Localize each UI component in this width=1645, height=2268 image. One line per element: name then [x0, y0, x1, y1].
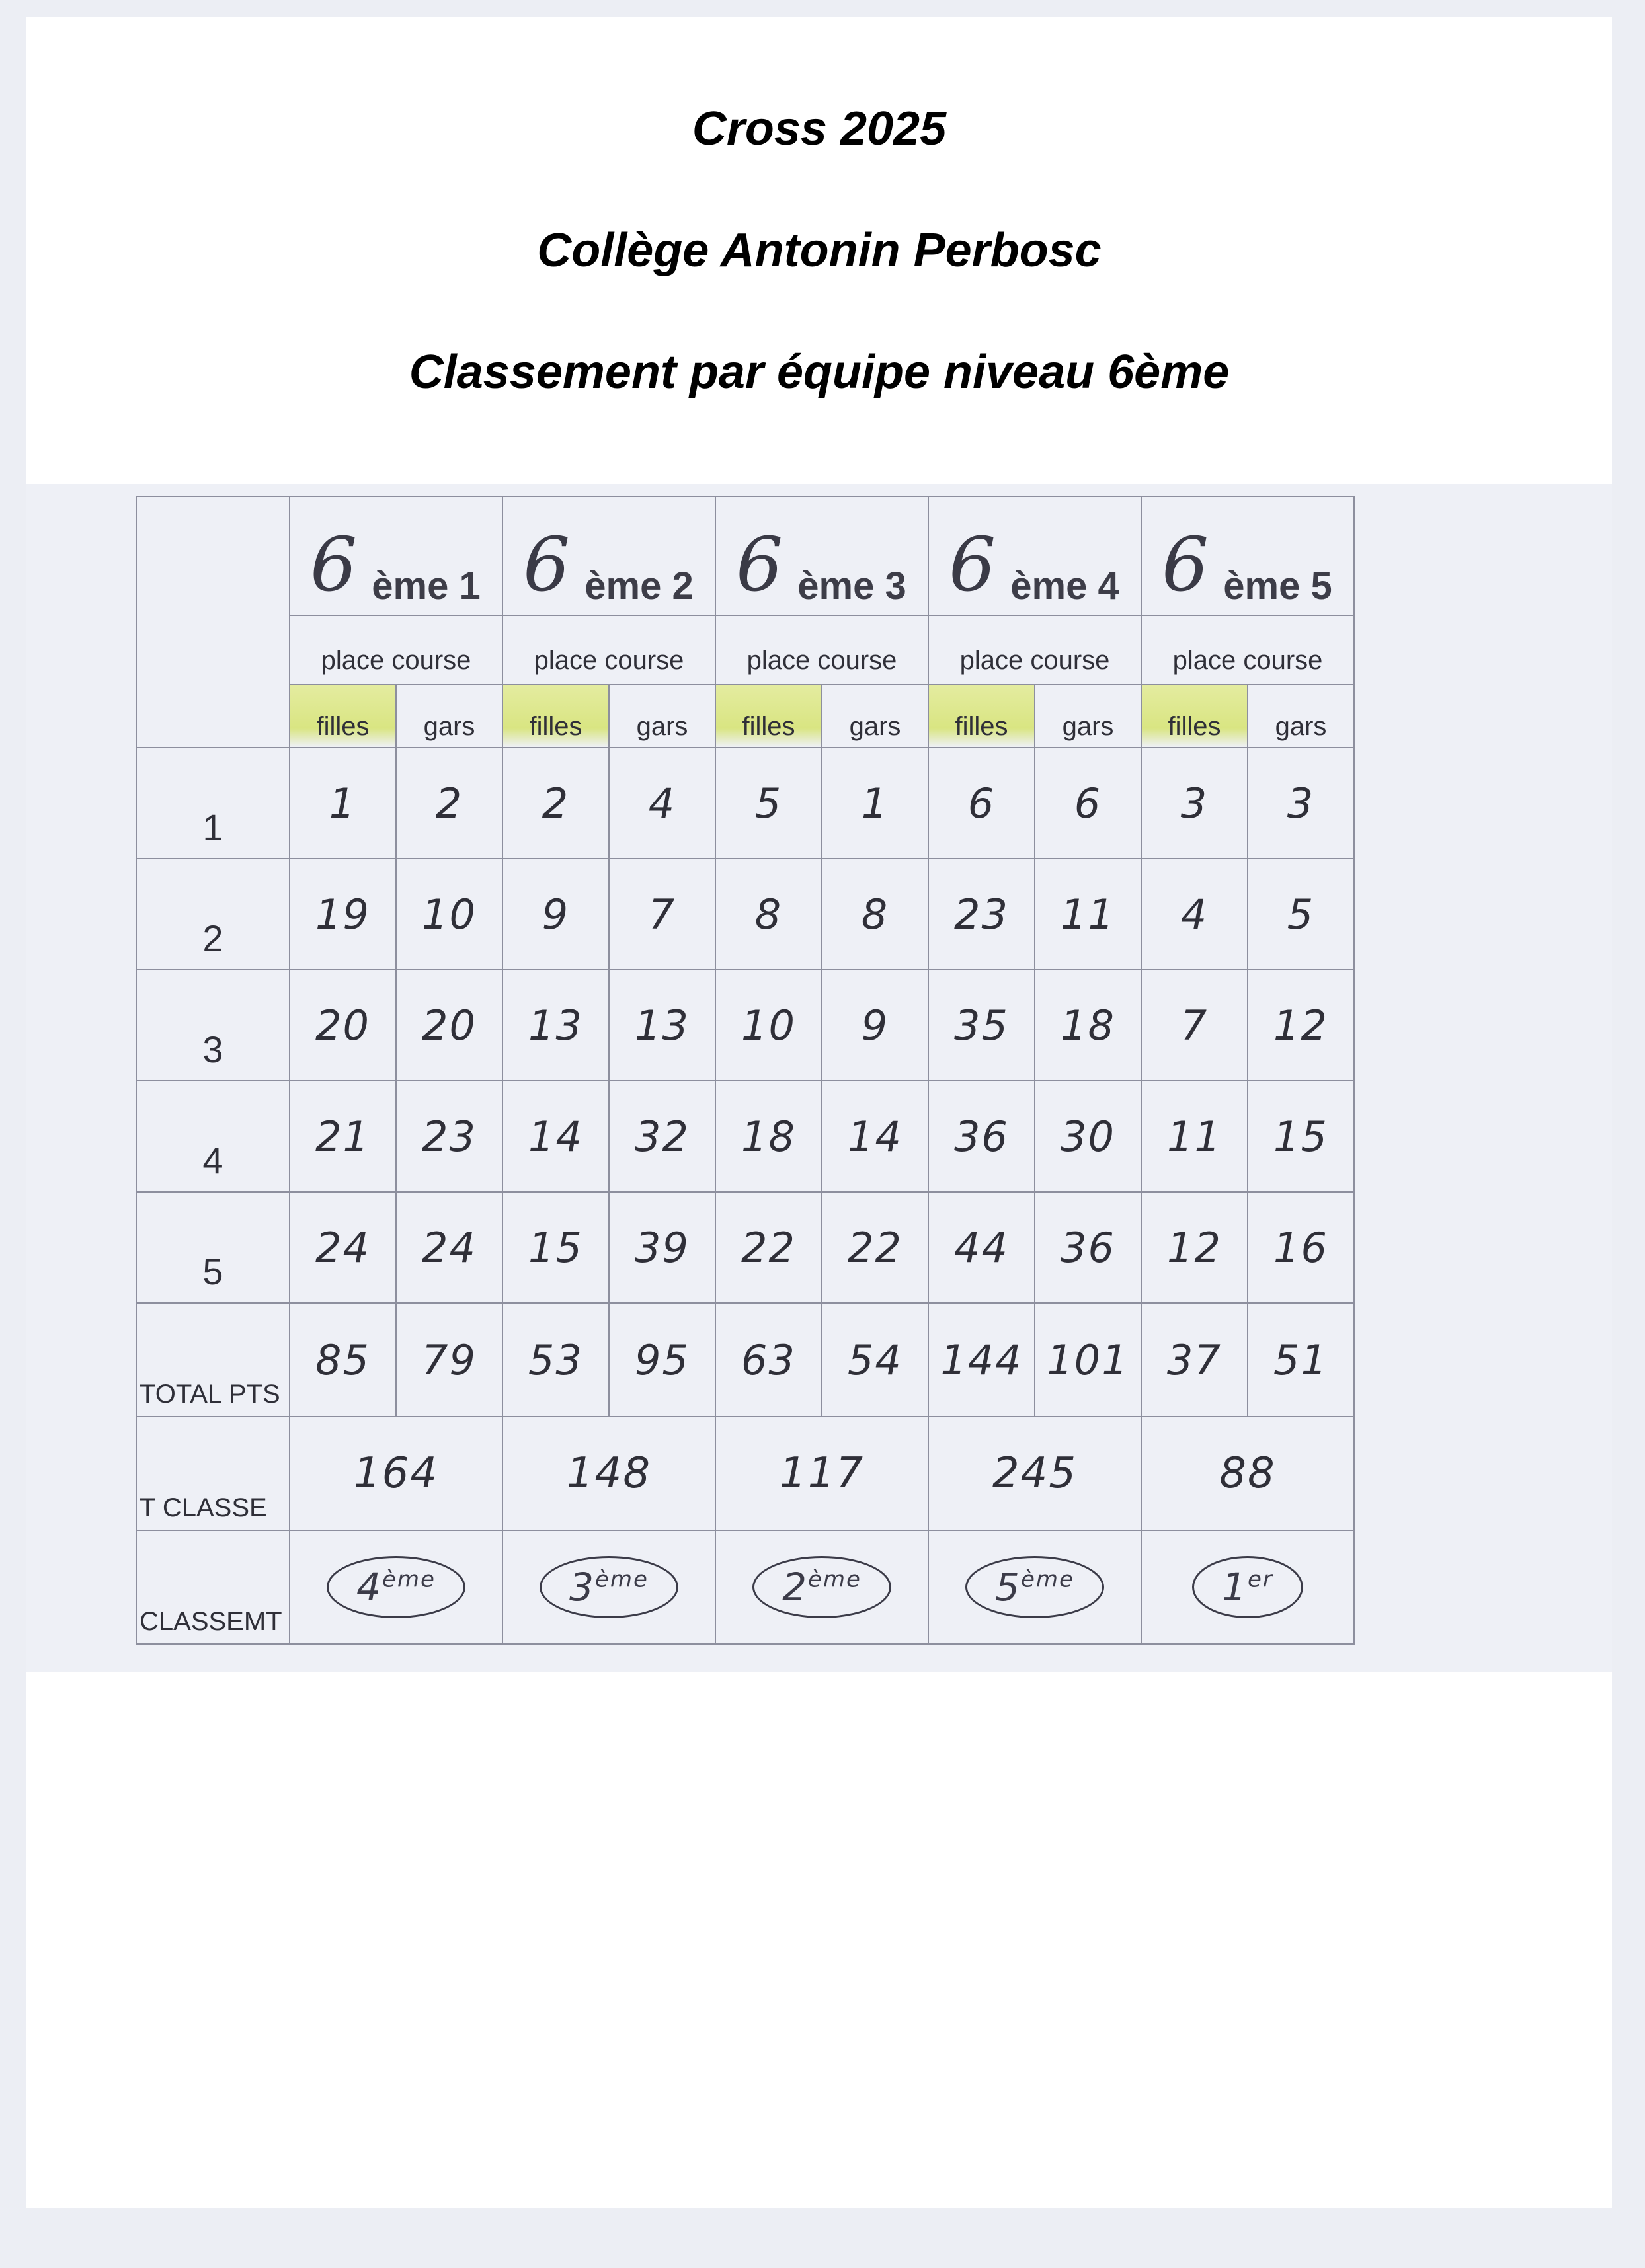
place-value: 19 — [290, 859, 396, 970]
place-value: 32 — [609, 1081, 715, 1192]
title-school: Collège Antonin Perbosc — [537, 224, 1102, 277]
class-suffix: ème 1 — [372, 565, 481, 607]
place-value: 30 — [1035, 1081, 1141, 1192]
table-row — [136, 748, 1354, 859]
classemt-row — [136, 1530, 1354, 1644]
place-value: 13 — [502, 970, 609, 1081]
rank-number: 2 — [782, 1565, 808, 1610]
sex-header-row — [136, 684, 1354, 748]
tclasse-value: 164 — [290, 1417, 502, 1530]
class-digit: 6 — [310, 522, 358, 608]
table-row — [136, 1081, 1354, 1192]
class-digit: 6 — [736, 522, 783, 608]
header-panel — [26, 17, 1612, 484]
rank-suffix: ème — [807, 1566, 862, 1593]
class-suffix: ème 2 — [584, 565, 694, 607]
place-value: 36 — [1035, 1192, 1141, 1303]
place-value: 5 — [715, 748, 822, 859]
row-label: 4 — [136, 1081, 290, 1192]
rank-cell — [1141, 1530, 1354, 1644]
class-digit: 6 — [523, 522, 571, 608]
rank-cell — [928, 1530, 1141, 1644]
tclasse-value: 245 — [928, 1417, 1141, 1530]
rank-suffix: ème — [381, 1566, 436, 1593]
class-header-row — [136, 496, 1354, 615]
place-course-label: place course — [290, 615, 502, 684]
total-row — [136, 1303, 1354, 1417]
gars-label: gars — [609, 684, 715, 748]
filles-label: filles — [1141, 684, 1248, 748]
total-value: 79 — [396, 1303, 502, 1417]
class-header-1 — [290, 496, 502, 615]
place-value: 9 — [502, 859, 609, 970]
gars-label: gars — [1248, 684, 1354, 748]
place-course-row — [136, 615, 1354, 684]
place-value: 8 — [715, 859, 822, 970]
place-value: 5 — [1248, 859, 1354, 970]
title-ranking: Classement par équipe niveau 6ème — [409, 346, 1230, 399]
place-value: 18 — [715, 1081, 822, 1192]
table-row — [136, 1192, 1354, 1303]
class-suffix: ème 3 — [797, 565, 906, 607]
place-value: 6 — [1035, 748, 1141, 859]
rank-number: 5 — [995, 1565, 1021, 1610]
class-header-5 — [1141, 496, 1354, 615]
place-value: 7 — [1141, 970, 1248, 1081]
rank-suffix: ème — [594, 1566, 649, 1593]
gars-label: gars — [1035, 684, 1141, 748]
place-value: 12 — [1141, 1192, 1248, 1303]
corner-cell — [136, 496, 290, 748]
rank-number: 1 — [1222, 1565, 1248, 1610]
place-value: 23 — [928, 859, 1035, 970]
place-course-label: place course — [1141, 615, 1354, 684]
place-value: 18 — [1035, 970, 1141, 1081]
place-value: 3 — [1248, 748, 1354, 859]
place-value: 2 — [502, 748, 609, 859]
filles-label: filles — [715, 684, 822, 748]
place-value: 1 — [822, 748, 928, 859]
classemt-label: CLASSEMT — [136, 1530, 290, 1644]
place-value: 35 — [928, 970, 1035, 1081]
row-label: 3 — [136, 970, 290, 1081]
place-value: 16 — [1248, 1192, 1354, 1303]
blank-panel — [26, 1672, 1612, 2208]
place-course-label: place course — [715, 615, 928, 684]
class-header-4 — [928, 496, 1141, 615]
place-value: 20 — [290, 970, 396, 1081]
place-value: 8 — [822, 859, 928, 970]
place-value: 20 — [396, 970, 502, 1081]
total-value: 63 — [715, 1303, 822, 1417]
place-value: 13 — [609, 970, 715, 1081]
place-value: 11 — [1035, 859, 1141, 970]
results-table — [136, 496, 1355, 1645]
tclasse-label: T CLASSE — [136, 1417, 290, 1530]
place-value: 22 — [822, 1192, 928, 1303]
rank-badge — [1192, 1556, 1303, 1618]
gars-label: gars — [396, 684, 502, 748]
class-header-2 — [502, 496, 715, 615]
place-value: 44 — [928, 1192, 1035, 1303]
place-value: 3 — [1141, 748, 1248, 859]
rank-cell — [502, 1530, 715, 1644]
place-value: 10 — [396, 859, 502, 970]
total-value: 144 — [928, 1303, 1035, 1417]
rank-badge — [965, 1556, 1104, 1618]
place-value: 9 — [822, 970, 928, 1081]
place-value: 24 — [396, 1192, 502, 1303]
class-suffix: ème 4 — [1010, 565, 1119, 607]
place-value: 23 — [396, 1081, 502, 1192]
table-row — [136, 970, 1354, 1081]
rank-badge — [540, 1556, 678, 1618]
place-value: 1 — [290, 748, 396, 859]
table-row — [136, 859, 1354, 970]
gars-label: gars — [822, 684, 928, 748]
class-header-3 — [715, 496, 928, 615]
total-value: 53 — [502, 1303, 609, 1417]
rank-badge — [752, 1556, 891, 1618]
filles-label: filles — [928, 684, 1035, 748]
rank-number: 4 — [356, 1565, 382, 1610]
total-value: 51 — [1248, 1303, 1354, 1417]
scanned-sheet — [26, 484, 1612, 1672]
total-value: 37 — [1141, 1303, 1248, 1417]
place-value: 14 — [502, 1081, 609, 1192]
tclasse-value: 88 — [1141, 1417, 1354, 1530]
class-suffix: ème 5 — [1223, 565, 1332, 607]
place-value: 10 — [715, 970, 822, 1081]
place-value: 12 — [1248, 970, 1354, 1081]
class-digit: 6 — [949, 522, 996, 608]
place-value: 15 — [1248, 1081, 1354, 1192]
place-value: 22 — [715, 1192, 822, 1303]
row-label: 1 — [136, 748, 290, 859]
place-value: 6 — [928, 748, 1035, 859]
total-value: 95 — [609, 1303, 715, 1417]
rank-cell — [290, 1530, 502, 1644]
place-value: 11 — [1141, 1081, 1248, 1192]
row-label: 5 — [136, 1192, 290, 1303]
tclasse-row — [136, 1417, 1354, 1530]
total-value: 101 — [1035, 1303, 1141, 1417]
row-label: 2 — [136, 859, 290, 970]
place-value: 7 — [609, 859, 715, 970]
tclasse-value: 117 — [715, 1417, 928, 1530]
filles-label: filles — [290, 684, 396, 748]
total-value: 85 — [290, 1303, 396, 1417]
rank-suffix: er — [1248, 1566, 1273, 1593]
total-label: TOTAL PTS — [136, 1303, 290, 1417]
place-value: 24 — [290, 1192, 396, 1303]
place-value: 4 — [609, 748, 715, 859]
total-value: 54 — [822, 1303, 928, 1417]
place-value: 36 — [928, 1081, 1035, 1192]
place-value: 21 — [290, 1081, 396, 1192]
place-value: 15 — [502, 1192, 609, 1303]
place-value: 39 — [609, 1192, 715, 1303]
tclasse-value: 148 — [502, 1417, 715, 1530]
rank-cell — [715, 1530, 928, 1644]
rank-number: 3 — [569, 1565, 595, 1610]
rank-badge — [327, 1556, 465, 1618]
place-course-label: place course — [928, 615, 1141, 684]
place-course-label: place course — [502, 615, 715, 684]
filles-label: filles — [502, 684, 609, 748]
title-cross: Cross 2025 — [692, 102, 947, 155]
place-value: 14 — [822, 1081, 928, 1192]
rank-suffix: ème — [1020, 1566, 1074, 1593]
place-value: 4 — [1141, 859, 1248, 970]
class-digit: 6 — [1162, 522, 1209, 608]
place-value: 2 — [396, 748, 502, 859]
